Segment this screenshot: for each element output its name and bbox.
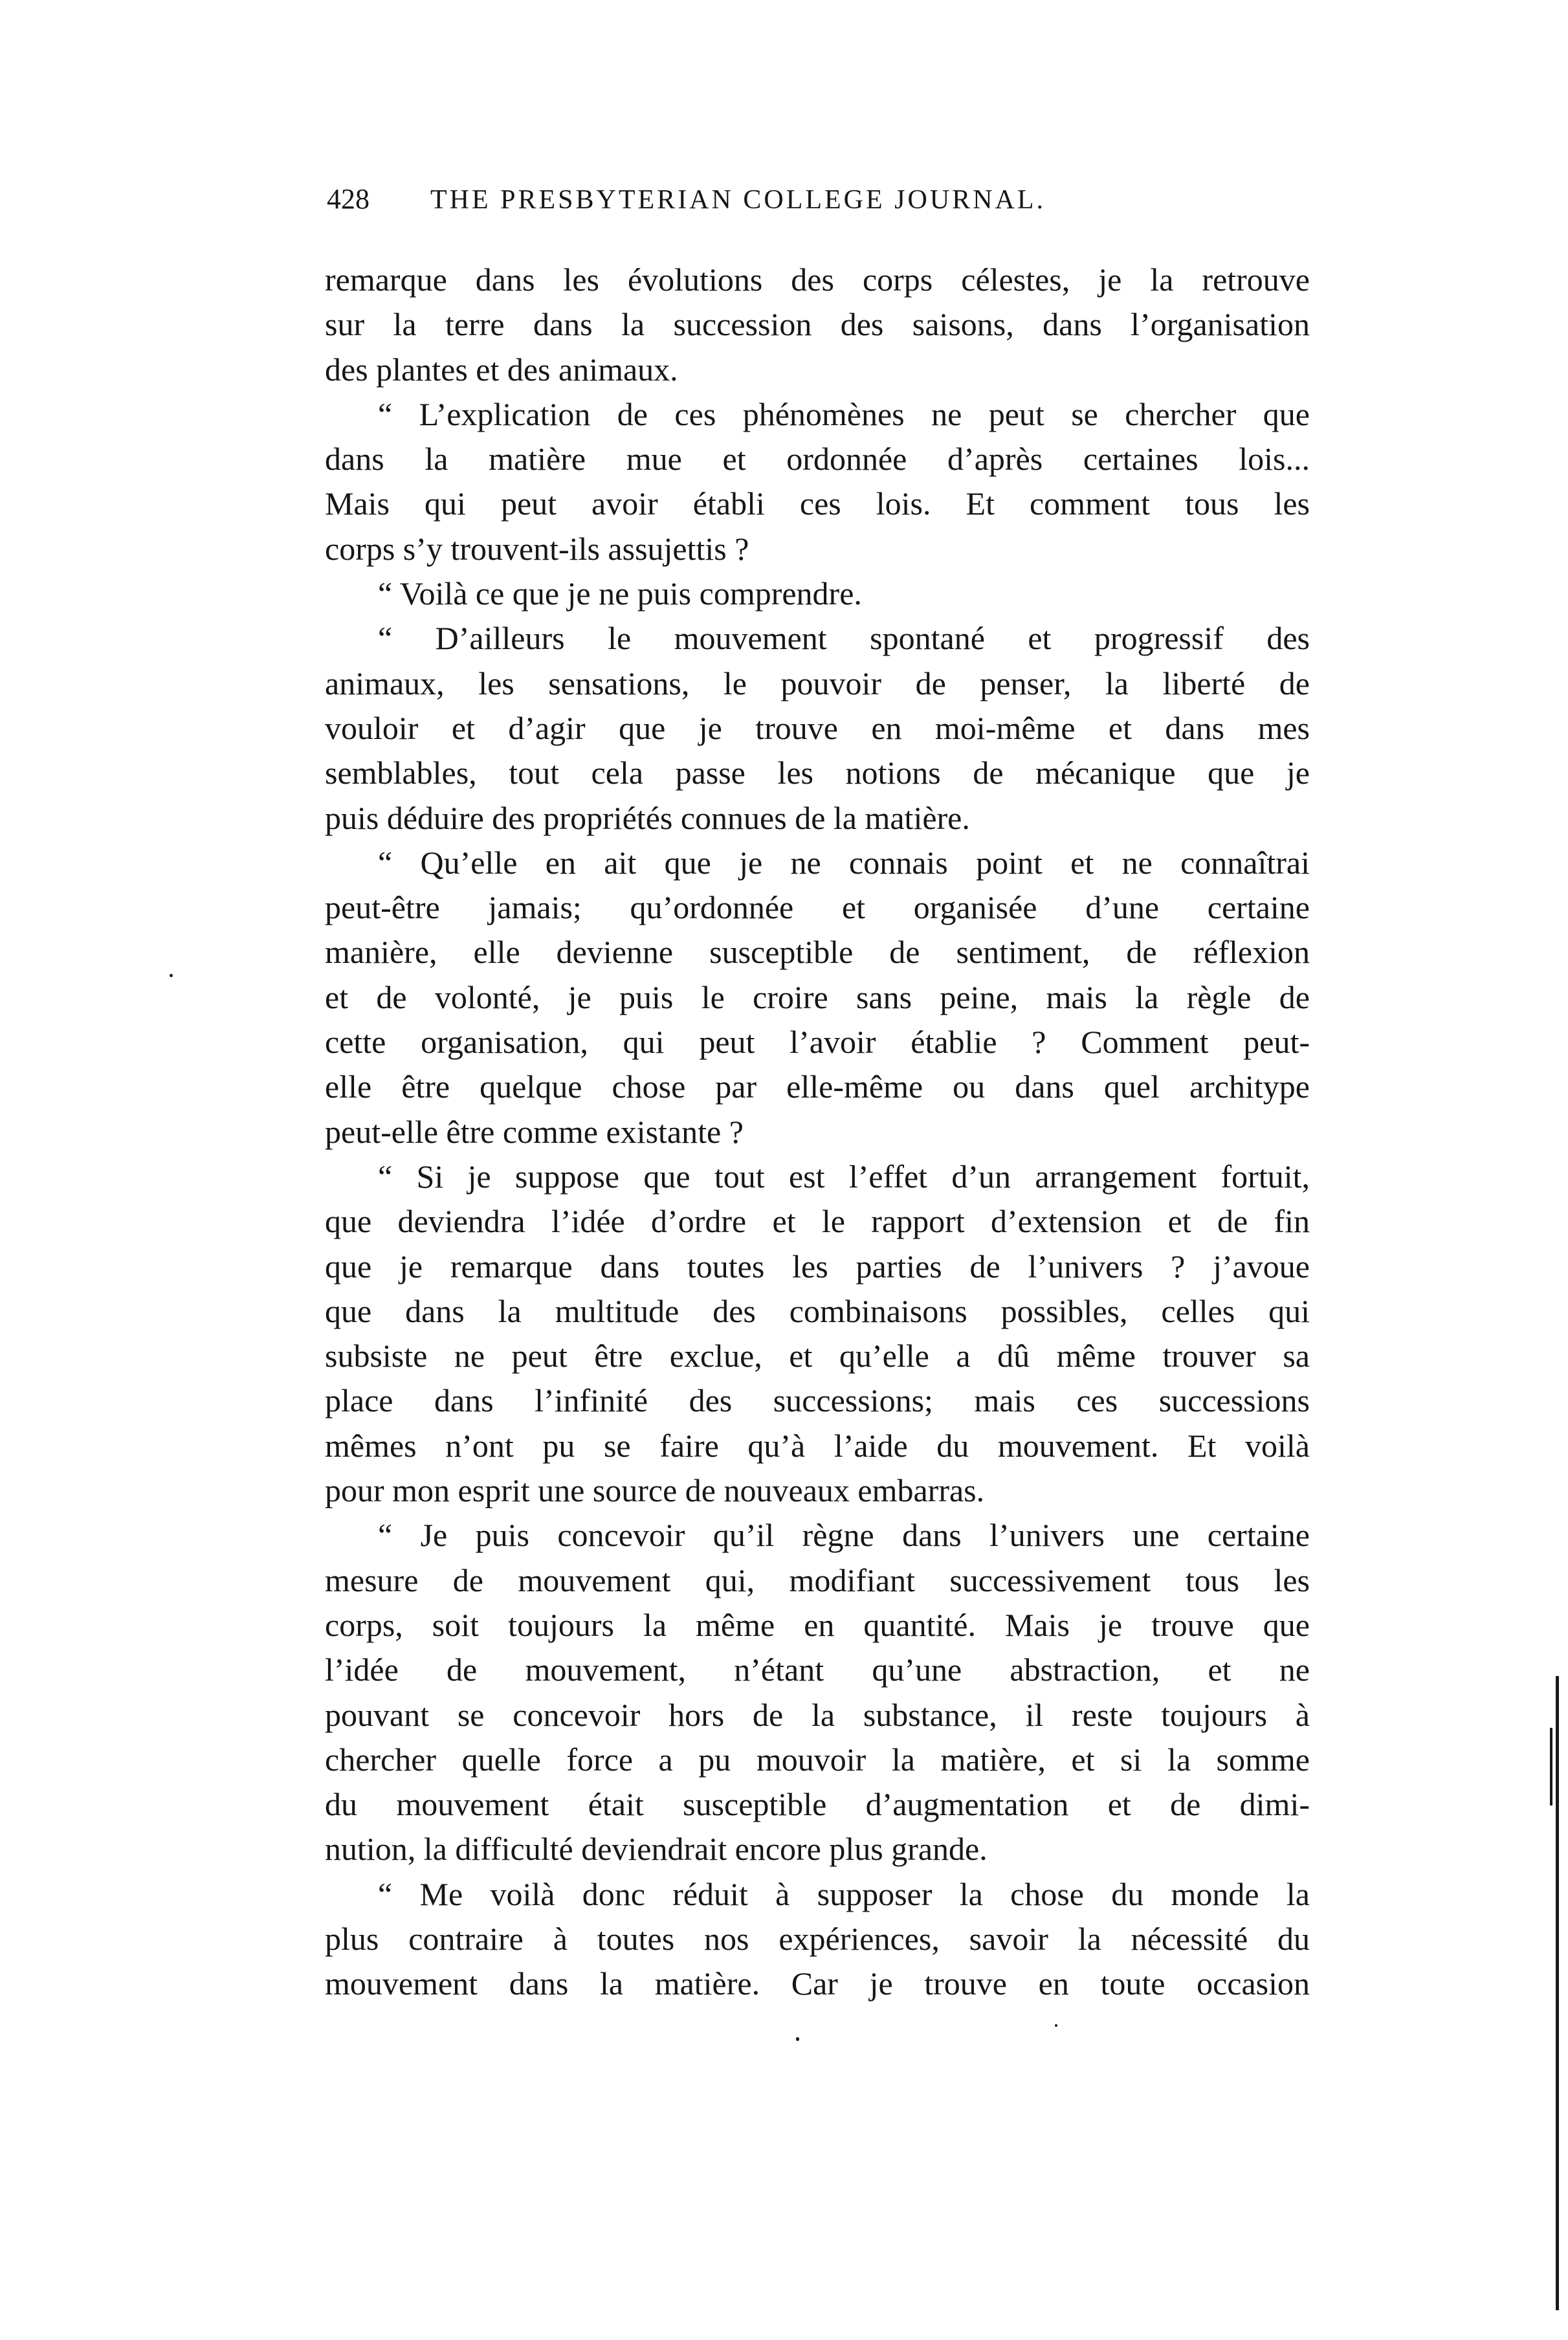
text-line: que deviendra l’idée d’ordre et le rapport d’extension et de fin bbox=[325, 1203, 1310, 1240]
text-line: Mais qui peut avoir établi ces lois. Et comment tous les bbox=[325, 485, 1310, 522]
text-line: dans la matière mue et ordonnée d’après certaines lois... bbox=[325, 441, 1310, 478]
text-line: chercher quelle force a pu mouvoir la matière, et si la somme bbox=[325, 1741, 1310, 1778]
text-line: subsiste ne peut être exclue, et qu’elle a dû même trouver sa bbox=[325, 1338, 1310, 1374]
text-line: que dans la multitude des combinaisons possibles, celles qui bbox=[325, 1292, 1310, 1329]
text-line: semblables, tout cela passe les notions de mécanique que je bbox=[325, 755, 1310, 791]
text-line: et de volonté, je puis le croire sans peine, mais la règle de bbox=[325, 978, 1310, 1015]
text-line: “ Si je suppose que tout est l’effet d’un arrangement fortuit, bbox=[378, 1158, 1310, 1195]
text-line: peut-elle être comme existante ? bbox=[325, 1113, 744, 1150]
text-line: l’idée de mouvement, n’étant qu’une abstraction, et ne bbox=[325, 1651, 1310, 1688]
page-number: 428 bbox=[327, 183, 370, 215]
scan-speck bbox=[1055, 2024, 1057, 2027]
scan-edge-mark bbox=[1550, 1728, 1552, 1805]
text-line: nution, la difficulté deviendrait encore plus grande. bbox=[325, 1831, 988, 1868]
running-title: THE PRESBYTERIAN COLLEGE JOURNAL. bbox=[430, 185, 1046, 215]
text-line: puis déduire des propriétés connues de la matière. bbox=[325, 799, 970, 836]
text-line: “ Je puis concevoir qu’il règne dans l’univers une certaine bbox=[378, 1517, 1310, 1554]
text-line: manière, elle devienne susceptible de sentiment, de réflexion bbox=[325, 934, 1310, 971]
text-line: plus contraire à toutes nos expériences, savoir la nécessité du bbox=[325, 1920, 1310, 1957]
text-line: mouvement dans la matière. Car je trouve en toute occasion bbox=[325, 1965, 1310, 2002]
text-line: mesure de mouvement qui, modifiant successivement tous les bbox=[325, 1562, 1310, 1598]
scan-speck bbox=[170, 974, 173, 977]
text-line: pouvant se concevoir hors de la substance, il reste toujours à bbox=[325, 1696, 1310, 1733]
text-line: remarque dans les évolutions des corps célestes, je la retrouve bbox=[325, 261, 1310, 298]
scan-speck bbox=[796, 2037, 799, 2041]
running-head bbox=[327, 182, 1362, 221]
text-line: cette organisation, qui peut l’avoir établie ? Comment peut- bbox=[325, 1024, 1310, 1061]
text-line: “ Voilà ce que je ne puis comprendre. bbox=[378, 575, 862, 612]
text-line: des plantes et des animaux. bbox=[325, 351, 678, 388]
text-line: elle être quelque chose par elle-même ou dans quel architype bbox=[325, 1068, 1310, 1105]
text-line: sur la terre dans la succession des saisons, dans l’organisation bbox=[325, 306, 1310, 343]
text-line: place dans l’infinité des successions; mais ces successions bbox=[325, 1382, 1310, 1419]
text-line: corps, soit toujours la même en quantité. Mais je trouve que bbox=[325, 1606, 1310, 1643]
text-line: peut-être jamais; qu’ordonnée et organisée d’une certaine bbox=[325, 889, 1310, 926]
text-line: corps s’y trouvent-ils assujettis ? bbox=[325, 530, 749, 567]
text-line: vouloir et d’agir que je trouve en moi-même et dans mes bbox=[325, 709, 1310, 746]
scan-edge-mark bbox=[1556, 1676, 1559, 2310]
text-line: pour mon esprit une source de nouveaux embarras. bbox=[325, 1472, 985, 1509]
text-line: mêmes n’ont pu se faire qu’à l’aide du mouvement. Et voilà bbox=[325, 1427, 1310, 1464]
text-line: “ Me voilà donc réduit à supposer la chose du monde la bbox=[378, 1875, 1310, 1912]
text-line: “ L’explication de ces phénomènes ne peut se chercher que bbox=[378, 395, 1310, 432]
text-line: animaux, les sensations, le pouvoir de penser, la liberté de bbox=[325, 665, 1310, 701]
text-line: que je remarque dans toutes les parties de l’univers ? j’avoue bbox=[325, 1248, 1310, 1285]
body-text bbox=[325, 258, 1310, 2007]
text-line: “ D’ailleurs le mouvement spontané et progressif des bbox=[378, 620, 1310, 657]
text-line: du mouvement était susceptible d’augmentation et de dimi- bbox=[325, 1786, 1310, 1823]
text-line: “ Qu’elle en ait que je ne connais point et ne connaîtrai bbox=[378, 844, 1310, 881]
